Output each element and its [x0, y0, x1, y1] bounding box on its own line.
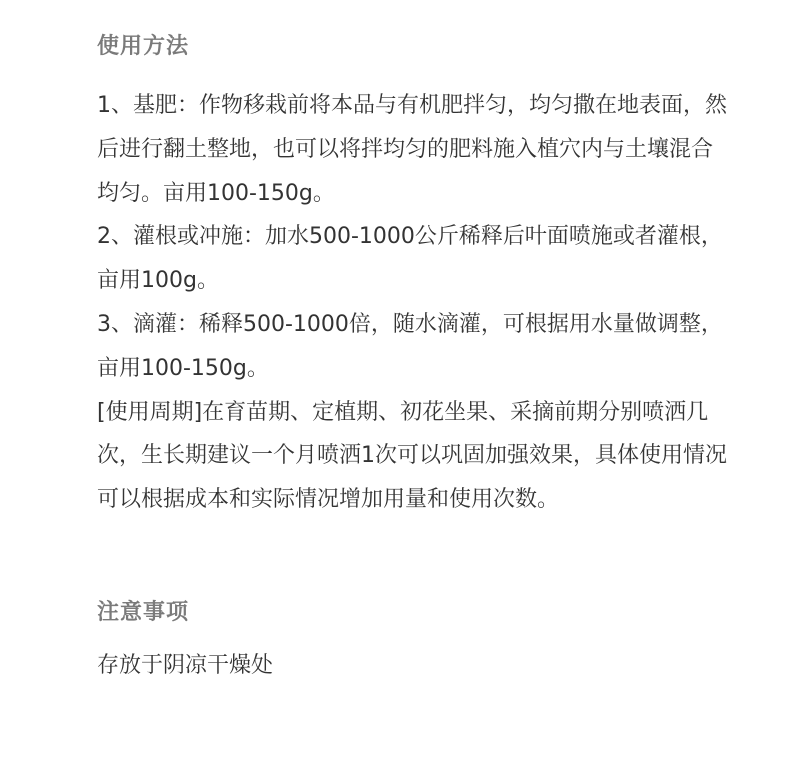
usage-section-body — [97, 84, 727, 522]
usage-paragraph-usage-cycle: [使用周期]在育苗期、定植期、初花坐果、采摘前期分别喷洒几次，生长期建议一个月喷洒1次可以巩固加强效果，具体使用情况可以根据成本和实际情况增加用量和使用次数。 — [97, 399, 727, 513]
usage-paragraph-root-irrigation: 2、灌根或冲施：加水500-1000公斤稀释后叶面喷施或者灌根，亩用100g。 — [97, 224, 723, 294]
notes-storage-text: 存放于阴凉干燥处 — [97, 653, 274, 678]
notes-section-title: 注意事项 — [97, 600, 190, 625]
usage-paragraph-base-fertilizer: 1、基肥：作物移栽前将本品与有机肥拌匀，均匀撒在地表面，然后进行翻土整地，也可以将拌均匀的肥料施入植穴内与土壤混合均匀。亩用100-150g。 — [97, 93, 727, 206]
usage-paragraph-drip-irrigation: 3、滴灌：稀释500-1000倍，随水滴灌，可根据用水量做调整，亩用100-150g。 — [97, 311, 723, 381]
usage-section-title: 使用方法 — [97, 34, 190, 59]
